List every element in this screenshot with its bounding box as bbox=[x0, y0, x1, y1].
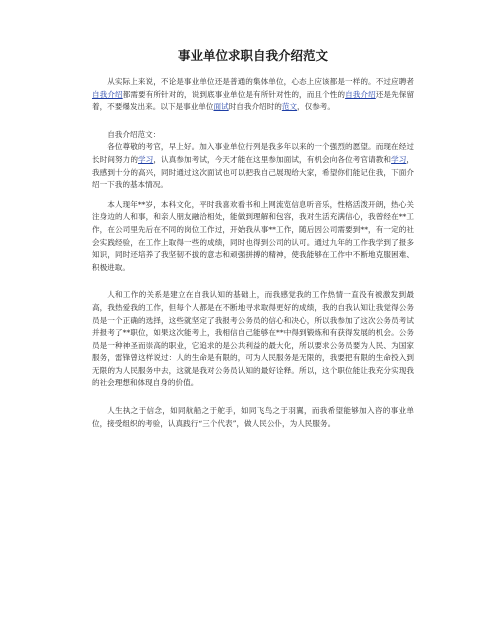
paragraph-motivation: 人和工作的关系是建立在自我认知的基础上，而我感觉我的工作热情一直没有被激发到最高，我热爱我的工作，但每个人都是在不断地寻求取得更好的成绩，我的自我认知让我觉得公务员是一个正确的选择，这些就坚定了我报考公务员的信心和决心，所以我参加了这次公务员考试并报考了**职位，如果这次能考上，我相信自己能够在**中得到锻炼和有获得发展的机会。公务员是一种神圣而崇高的职业，它追求的是公共利益的最大化，所以要求公务员要为人民、为国家服务，雷锋曾这样说过：人的生命是有限的，可为人民服务是无限的，我要把有限的生命投入到无限的为人民服务中去，这就是我对公务员认知的最好诠释。所以，这个职位能让我充分实现我的社会理想和体现自身的价值。 bbox=[92, 290, 414, 388]
p1-text-1: 各位尊敬的考官，早上好。加入事业单位行列是我多年以来的一个强烈的愿望。而现在经过长时间努力的 bbox=[92, 142, 414, 164]
link-study-2[interactable]: 学习 bbox=[391, 154, 407, 164]
intro-text-1: 从实际上来说，不论是事业单位还是普通的集体单位，心态上应该都是一样的。不过应聘者 bbox=[107, 77, 414, 86]
intro-text-3: 还是先保留着，不要爆发出来。以下是事业单位 bbox=[92, 89, 415, 112]
link-study-1[interactable]: 学习 bbox=[138, 154, 154, 164]
document-title: 事业单位求职自我介绍范文 bbox=[177, 48, 328, 63]
link-self-intro-2[interactable]: 自我介绍 bbox=[345, 89, 376, 99]
document-page bbox=[92, 48, 414, 430]
paragraph-background: 本人现年**岁，本科文化，平时我喜欢看书和上网流览信息听音乐，性格活泼开朗，热心关注身边的人和事，和亲人朋友融洽相处，能做到理解和包容，我对生活充满信心，我曾经在**工作，在公司里先后在不同的岗位工作过，开始我从事**工作，随后因公司需要到**，有一定的社会实践经验，在工作上取得一些的成绩，同时也得到公司的认可。通过九年的工作我学到了报多知识，同时还培养了我坚韧不拔的意志和顽强拼搏的精神，使我能够在工作中不断地克服困难、积极进取。 bbox=[92, 199, 414, 272]
section-heading: 自我介绍范文： bbox=[107, 129, 161, 139]
link-interview[interactable]: 面试 bbox=[213, 102, 229, 112]
intro-text-5: ，仅参考。 bbox=[297, 102, 335, 112]
paragraph-greeting bbox=[92, 141, 414, 191]
link-self-intro-1[interactable]: 自我介绍 bbox=[92, 89, 123, 99]
paragraph-closing: 人生执之于信念，如同航船之于舵手，如同飞鸟之于羽翼，而我希望能够加入咨的事业单位，接受组织的考验，认真践行“三个代表”，做人民公仆，为人民服务。 bbox=[92, 406, 414, 428]
link-sample-essay[interactable]: 范文 bbox=[281, 102, 298, 112]
intro-paragraph bbox=[92, 76, 414, 114]
intro-text-2: 都需要有所针对的，说到底事业单位是有所针对性的，而且个性的 bbox=[122, 89, 346, 99]
p1-text-2: ，认真参加考试，今天才能在这里参加面试，有机会向各位考官请教和 bbox=[153, 154, 392, 164]
intro-text-4: 时自我介绍时的 bbox=[228, 102, 282, 112]
p1-text-3: ，我感到十分的高兴，同时通过这次面试也可以把我自己展现给大家，希望你们能记住我，下面介绍一下我的基本情况。 bbox=[92, 154, 415, 190]
